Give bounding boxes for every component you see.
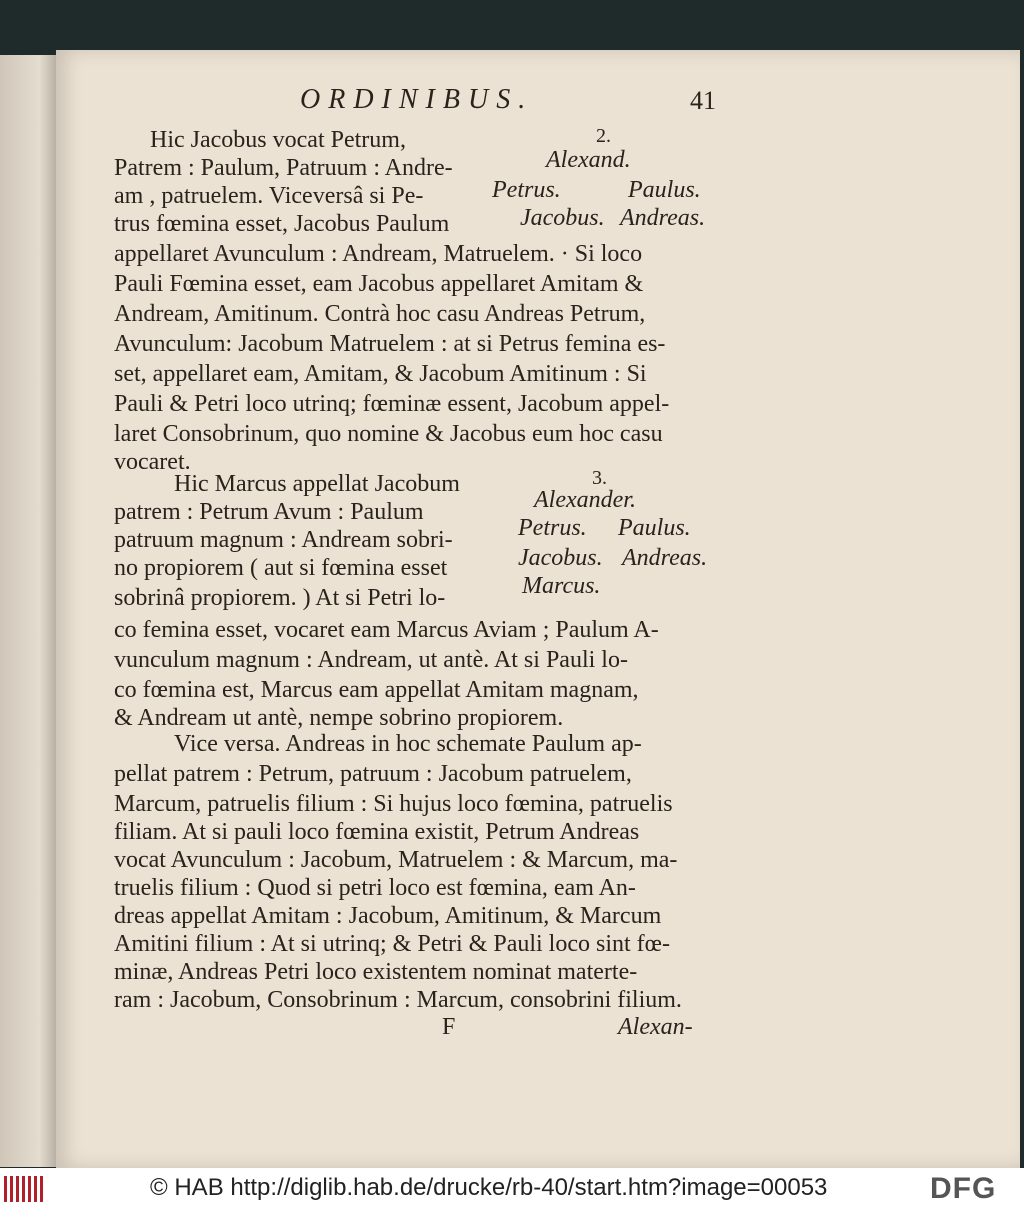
barcode-icon <box>4 1176 46 1202</box>
text-line: vocat Avunculum : Jacobum, Matruelem : & Marcum, ma- <box>114 847 678 873</box>
text-line: Marcum, patruelis filium : Si hujus loco fœmina, patruelis <box>114 791 673 817</box>
text-line: laret Consobrinum, quo nomine & Jacobus eum hoc casu <box>114 421 663 447</box>
page-number: 41 <box>690 86 716 115</box>
text-line: am , patruelem. Viceversâ si Pe- <box>114 183 424 209</box>
diagram-root: Alexander. <box>534 487 636 513</box>
book-page <box>56 50 1020 1168</box>
text-line: dreas appellat Amitam : Jacobum, Amitinum, & Marcum <box>114 903 662 929</box>
text-line: patruum magnum : Andream sobri- <box>114 527 453 553</box>
diagram-node: Jacobus. <box>520 205 605 231</box>
diagram-node: Andreas. <box>622 545 708 571</box>
diagram-node: Paulus. <box>618 515 691 541</box>
diagram-node: Paulus. <box>628 177 701 203</box>
text-line: filiam. At si pauli loco fœmina existit, Petrum Andreas <box>114 819 640 845</box>
text-line: & Andream ut antè, nempe sobrino propiorem. <box>114 705 564 731</box>
diagram-number: 3. <box>592 467 607 489</box>
diagram-node: Petrus. <box>518 515 587 541</box>
text-line: Vice versa. Andreas in hoc schemate Paulum ap- <box>174 731 642 757</box>
diagram-root: Alexand. <box>546 147 631 173</box>
dfg-logo: DFG <box>930 1172 997 1205</box>
text-line: no propiorem ( aut si fœmina esset <box>114 555 448 581</box>
text-line: Pauli & Petri loco utrinq; fœminæ essent, Jacobum appel- <box>114 391 670 417</box>
previous-page-edge <box>0 55 56 1167</box>
text-line: Amitini filium : At si utrinq; & Petri & Pauli loco sint fœ- <box>114 931 670 957</box>
text-line: vunculum magnum : Andream, ut antè. At si Pauli lo- <box>114 647 628 673</box>
running-head: ORDINIBUS. <box>300 84 534 115</box>
diagram-node: Andreas. <box>620 205 706 231</box>
text-line: sobrinâ propiorem. ) At si Petri lo- <box>114 585 446 611</box>
text-line: Pauli Fœmina esset, eam Jacobus appellaret Amitam & <box>114 271 644 297</box>
signature-mark: F <box>442 1014 456 1040</box>
text-line: Avunculum: Jacobum Matruelem : at si Petrus femina es- <box>114 331 666 357</box>
text-line: Hic Marcus appellat Jacobum <box>174 471 460 497</box>
text-line: Hic Jacobus vocat Petrum, <box>150 127 406 153</box>
text-line: minæ, Andreas Petri loco existentem nominat materte- <box>114 959 638 985</box>
text-line: vocaret. <box>114 449 191 475</box>
text-line: trus fœmina esset, Jacobus Paulum <box>114 211 450 237</box>
text-line: co fœmina est, Marcus eam appellat Amitam magnam, <box>114 677 639 703</box>
viewer-footer <box>0 1168 1024 1209</box>
diagram-node: Marcus. <box>522 573 601 599</box>
text-line: appellaret Avunculum : Andream, Matruelem. · Si loco <box>114 241 643 267</box>
diagram-node: Petrus. <box>492 177 561 203</box>
text-line: co femina esset, vocaret eam Marcus Aviam ; Paulum A- <box>114 617 659 643</box>
text-line: set, appellaret eam, Amitam, & Jacobum Amitinum : Si <box>114 361 647 387</box>
text-line: Andream, Amitinum. Contrà hoc casu Andreas Petrum, <box>114 301 646 327</box>
text-line: Patrem : Paulum, Patruum : Andre- <box>114 155 453 181</box>
text-line: pellat patrem : Petrum, patruum : Jacobum patruelem, <box>114 761 632 787</box>
catchword: Alexan- <box>618 1014 693 1040</box>
diagram-node: Jacobus. <box>518 545 603 571</box>
text-line: patrem : Petrum Avum : Paulum <box>114 499 424 525</box>
text-line: truelis filium : Quod si petri loco est fœmina, eam An- <box>114 875 636 901</box>
copyright-url[interactable]: © HAB http://diglib.hab.de/drucke/rb-40/start.htm?image=00053 <box>150 1174 828 1201</box>
diagram-number: 2. <box>596 125 611 147</box>
text-line: ram : Jacobum, Consobrinum : Marcum, consobrini filium. <box>114 987 682 1013</box>
